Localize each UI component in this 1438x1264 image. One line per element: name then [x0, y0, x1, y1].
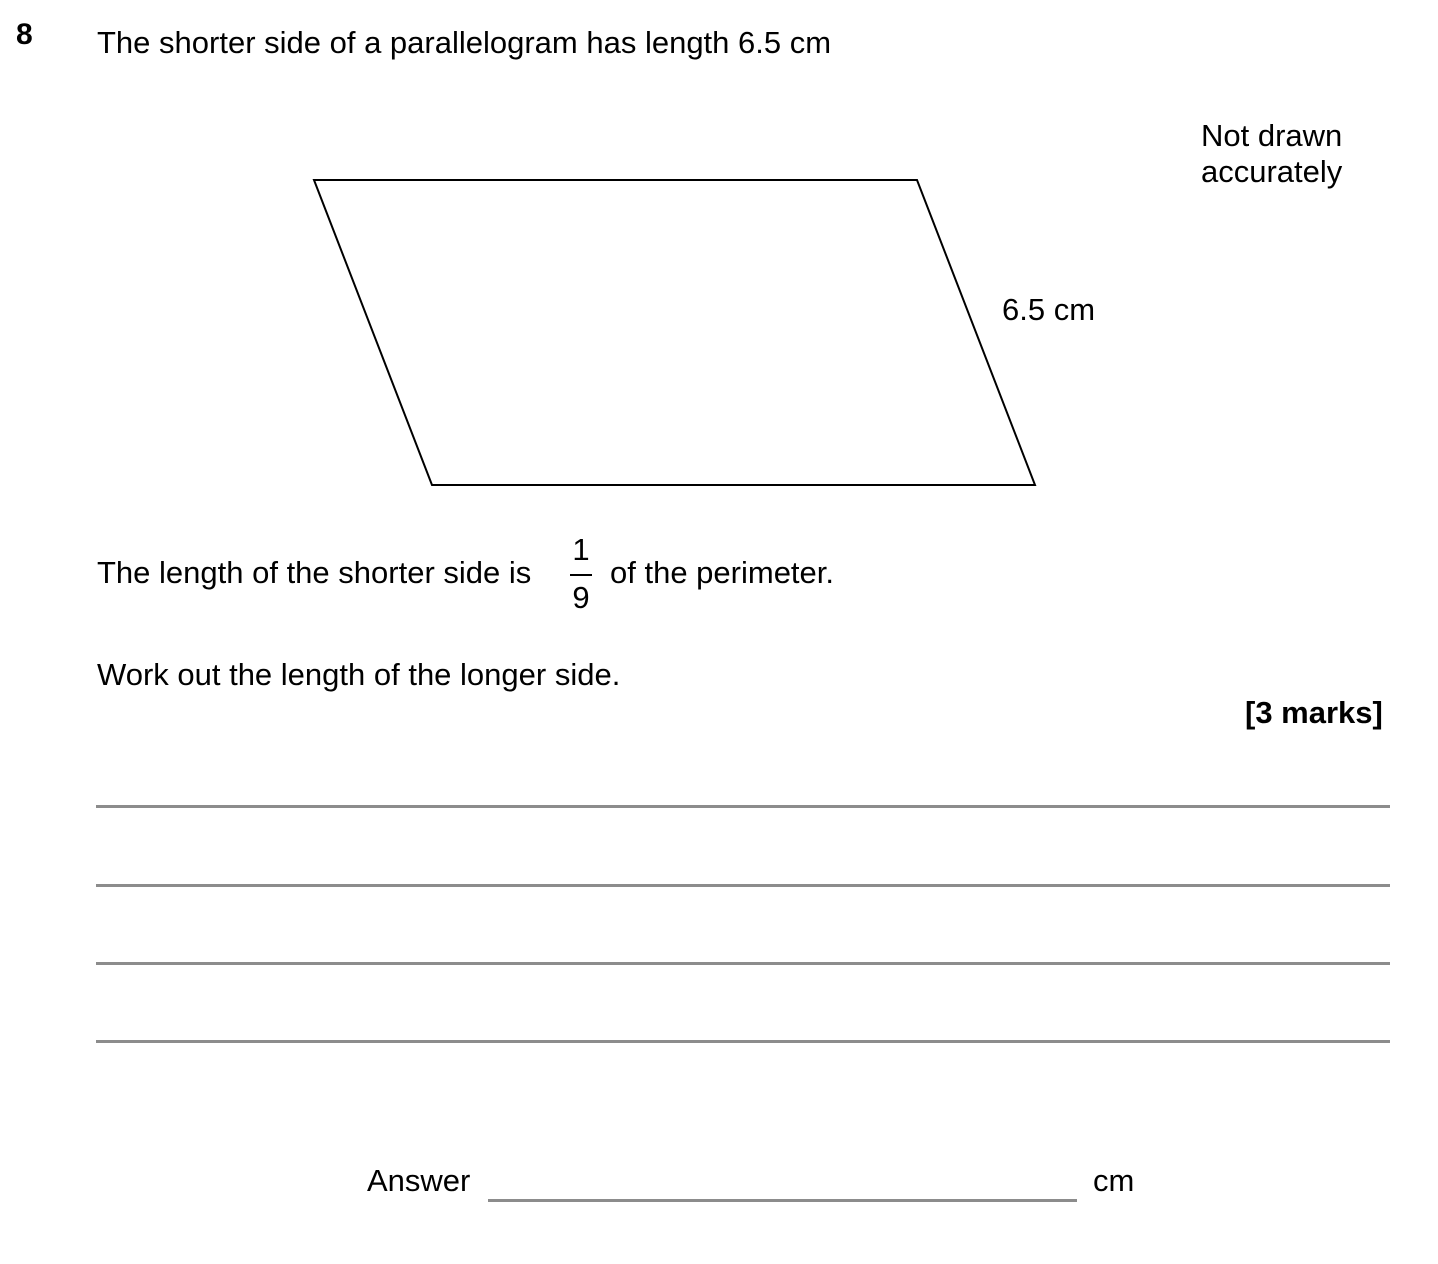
working-line-2[interactable] — [96, 884, 1390, 887]
question-intro: The shorter side of a parallelogram has length 6.5 cm — [97, 25, 832, 60]
working-line-1[interactable] — [96, 805, 1390, 808]
fraction-one-ninth — [566, 534, 596, 614]
question-number: 8 — [16, 18, 33, 51]
not-drawn-note-line2: accurately — [1201, 154, 1343, 189]
fraction-denominator: 9 — [572, 580, 590, 615]
fraction-numerator: 1 — [572, 532, 590, 567]
marks-label: [3 marks] — [1245, 695, 1383, 730]
working-line-3[interactable] — [96, 962, 1390, 965]
not-drawn-note-line1: Not drawn — [1201, 118, 1343, 153]
answer-unit: cm — [1093, 1163, 1135, 1198]
task-instruction: Work out the length of the longer side. — [97, 657, 621, 692]
parallelogram-shape — [314, 180, 1035, 485]
ratio-text-before: The length of the shorter side is — [97, 555, 532, 590]
working-line-4[interactable] — [96, 1040, 1390, 1043]
fraction-bar — [570, 574, 592, 576]
ratio-text-after: of the perimeter. — [610, 555, 835, 590]
answer-label: Answer — [367, 1163, 471, 1198]
answer-line[interactable] — [488, 1199, 1077, 1202]
shorter-side-label: 6.5 cm — [1002, 292, 1096, 327]
parallelogram-diagram — [0, 0, 1438, 520]
